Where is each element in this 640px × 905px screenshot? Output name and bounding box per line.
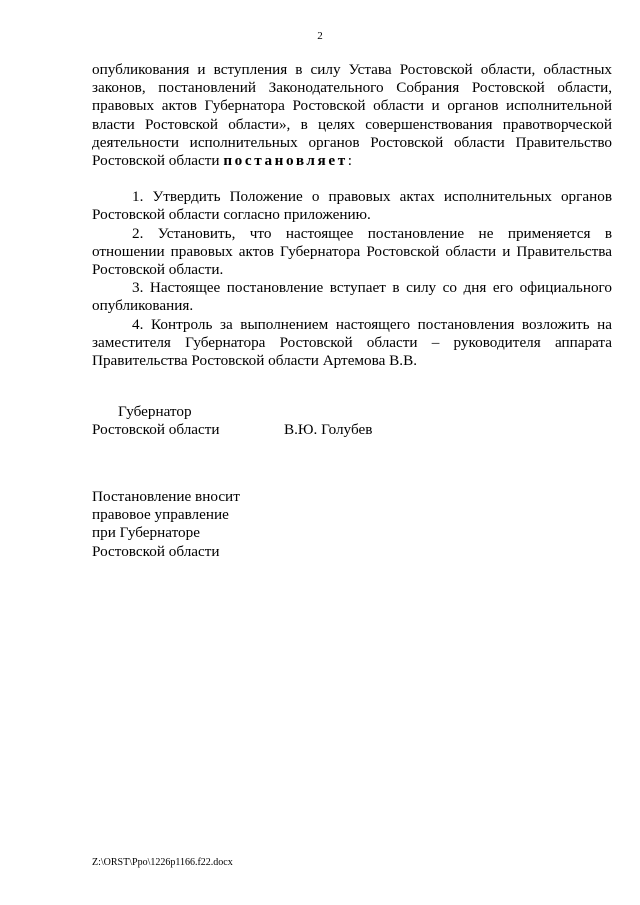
intro-paragraph (92, 61, 612, 170)
document-body (92, 61, 612, 370)
signatory-title-line2: Ростовской области (92, 421, 220, 439)
signatory-name: В.Ю. Голубев (284, 421, 373, 439)
decree-item-1: 1. Утвердить Положение о правовых актах исполнительных органов Ростовской области согласно приложению. (92, 188, 612, 224)
decree-word: постановляет (223, 152, 348, 170)
signature-row (92, 421, 552, 439)
decree-item-2: 2. Установить, что настоящее постановление не применяется в отношении правовых актов Губернатора Ростовской области и Правительства Ростовской области. (92, 224, 612, 279)
intro-colon: : (347, 152, 352, 170)
signatory-title-line1: Губернатор (118, 403, 192, 420)
intro-text: опубликования и вступления в силу Устава Ростовской области, областных законов, постановлений Законодательного Собрания Ростовской области, правовых актов Губернатора Ростовской области и органов исполнительной власти Ростовской области», в целях совершенствования правотворческой деятельности исполнительных органов Ростовской области Правительство Ростовской области (92, 61, 612, 170)
signature-block (92, 403, 552, 439)
decree-item-3: 3. Настоящее постановление вступает в силу со дня его официального опубликования. (92, 279, 612, 315)
footer-file-path: Z:\ORST\Ppo\1226p1166.f22.docx (92, 857, 233, 868)
originator-line4: Ростовской области (92, 542, 220, 560)
page-number: 2 (317, 30, 323, 42)
originator-block (92, 488, 240, 561)
originator-line2: правовое управление (92, 506, 229, 524)
decree-items (92, 188, 612, 370)
originator-line1: Постановление вносит (92, 488, 240, 505)
decree-item-4: 4. Контроль за выполнением настоящего постановления возложить на заместителя Губернатора Ростовской области – руководителя аппарата Правительства Ростовской области Артемова В.В. (92, 315, 612, 370)
originator-line3: при Губернаторе (92, 524, 200, 542)
